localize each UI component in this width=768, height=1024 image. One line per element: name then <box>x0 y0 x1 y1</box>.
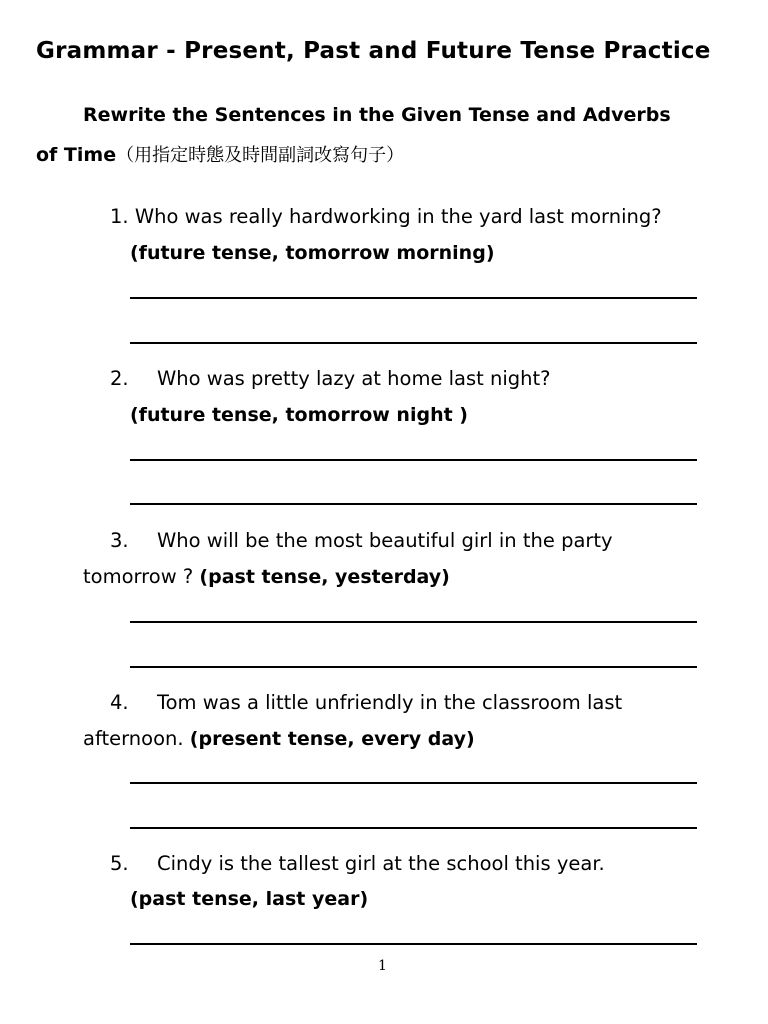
question-4-number: 4. <box>110 691 129 714</box>
question-1-sentence: Who was really hardworking in the yard last morning? <box>134 205 662 228</box>
question-4-answer-line-2[interactable] <box>130 827 697 829</box>
question-4-text <box>110 691 622 714</box>
question-3-sentence: Who will be the most beautiful girl in the party <box>157 529 613 552</box>
question-2-sentence: Who was pretty lazy at home last night? <box>157 367 551 390</box>
question-2-answer-line-1[interactable] <box>130 459 697 461</box>
question-2-hint: (future tense, tomorrow night ) <box>130 404 468 426</box>
question-1-answer-line-1[interactable] <box>130 297 697 299</box>
question-4-hint: (present tense, every day) <box>189 728 475 750</box>
question-4-sentence: Tom was a little unfriendly in the classroom last <box>157 691 623 714</box>
question-4-continuation-line <box>83 727 475 750</box>
question-5-sentence: Cindy is the tallest girl at the school this year. <box>157 852 605 875</box>
instruction-line-2-bold: of Time <box>36 144 117 166</box>
question-1-hint: (future tense, tomorrow morning) <box>130 242 495 264</box>
question-4-continuation: afternoon. <box>83 727 184 750</box>
instruction-line-1: Rewrite the Sentences in the Given Tense and Adverbs <box>83 104 671 126</box>
question-2-text <box>110 367 551 390</box>
instruction-line-2 <box>36 141 404 167</box>
question-5-hint: (past tense, last year) <box>130 888 369 910</box>
question-1-answer-line-2[interactable] <box>130 342 697 344</box>
question-5-number: 5. <box>110 852 129 875</box>
question-1-number: 1. <box>110 205 129 228</box>
question-5-answer-line-1[interactable] <box>130 943 697 945</box>
question-3-answer-line-1[interactable] <box>130 621 697 623</box>
page-number: 1 <box>378 958 387 974</box>
question-2-answer-line-2[interactable] <box>130 503 697 505</box>
question-3-answer-line-2[interactable] <box>130 666 697 668</box>
question-1-text <box>110 205 662 228</box>
question-3-hint: (past tense, yesterday) <box>199 566 450 588</box>
question-3-continuation: tomorrow ? <box>83 565 194 588</box>
question-5-text <box>110 852 605 875</box>
question-3-number: 3. <box>110 529 129 552</box>
question-3-continuation-line <box>83 565 450 588</box>
instruction-chinese-text: （用指定時態及時間副詞改寫句子） <box>116 145 405 166</box>
question-2-number: 2. <box>110 367 129 390</box>
question-4-answer-line-1[interactable] <box>130 782 697 784</box>
worksheet-title: Grammar - Present, Past and Future Tense Practice <box>36 38 711 64</box>
question-3-text <box>110 529 613 552</box>
